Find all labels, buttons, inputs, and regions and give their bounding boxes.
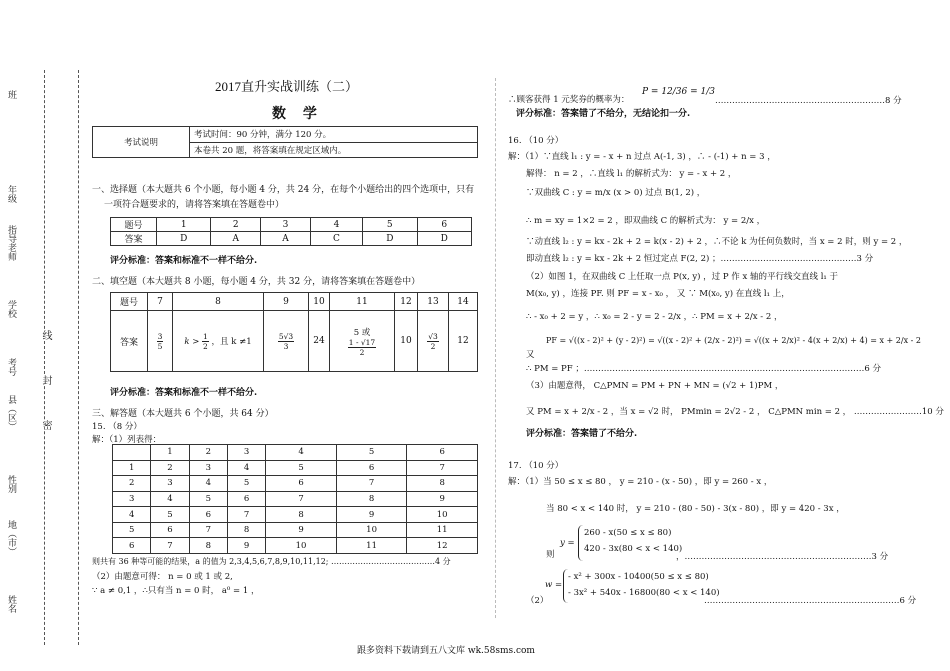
- q16-line6: 即动直线 l₂ : y = kx - 2k + 2 恒过定点 F(2, 2) ；…………………………………………3 分: [526, 254, 874, 264]
- q15-label: 15. （8 分）: [92, 422, 142, 432]
- q15-cell: 10: [336, 522, 407, 538]
- q15-cell: 9: [266, 522, 337, 538]
- sec2-num: 13: [418, 293, 449, 311]
- q17-y-score: ，…………………………………………………………3 分: [676, 552, 889, 562]
- sec2-answer-8: [173, 311, 264, 372]
- scoring-a: 评分标准：答案错了不给分，无结论扣一分.: [516, 109, 691, 119]
- exam-info-label: 考试说明: [93, 127, 190, 158]
- q15-cell: 5: [266, 460, 337, 476]
- q15-cell: 8: [227, 522, 265, 538]
- margin-school: 学校: [6, 300, 16, 318]
- q16-line13: （3）由题意得， C△PMN = PM + PN + MN = (√2 + 1)PM ，: [526, 381, 784, 391]
- sec2-num: 11: [330, 293, 395, 311]
- exam-info-line1: 考试时间：90 分钟，满分 120 分。: [190, 127, 478, 143]
- q16-line11: 又: [526, 350, 535, 360]
- frac-num: 1: [203, 331, 208, 341]
- frac-num: √3: [428, 331, 438, 341]
- q15-header-cell: 2: [189, 445, 227, 461]
- sec1-answer: D: [157, 232, 211, 246]
- binding-line-outer: [44, 70, 45, 645]
- q16-line1: 解：（1）∵直线 l₁ : y = - x + n 过点 A(-1, 3) ，∴ - (-1) + n = 3 ，: [508, 152, 776, 162]
- sec1-num: 1: [157, 218, 211, 232]
- q15-cell: 6: [113, 538, 151, 554]
- sec2-num: 10: [309, 293, 330, 311]
- q16-line10: PF = √((x - 2)² + (y - 2)²) = √((x - 2)² + (2/x - 2)²) = √((x + 2/x)² - 4(x + 2/x) + 4) = x + 2/x - 2: [546, 336, 921, 345]
- prob-score: ……………………………………………………8 分: [715, 96, 902, 106]
- frac-den: 2: [203, 341, 208, 351]
- q15-cell: 4: [113, 507, 151, 523]
- footer-note: 跟多资料下载请到五八文库 wk.58sms.com: [357, 646, 535, 656]
- sec2-num: 9: [264, 293, 309, 311]
- sec1-num: 6: [417, 218, 471, 232]
- sec1-heading-2: 一项符合题要求的，请将答案填在答题卷中）: [104, 200, 285, 210]
- sec2-num: 7: [148, 293, 173, 311]
- q15-cell: 6: [189, 507, 227, 523]
- q16-line4: ∴ m = xy = 1×2 = 2 ，即双曲线 C 的解析式为： y = 2/x ，: [526, 216, 766, 226]
- sec2-answer-14: 12: [449, 311, 478, 372]
- margin-teacher: 指导老师: [6, 225, 16, 261]
- q16-line8: M(x₀, y) ，连接 PF. 则 PF = x - x₀ ， 又 ∵ M(x₀, y) 在直线 l₁ 上，: [526, 289, 790, 299]
- q16-line12: ∴ PM = PF ；………………………………………………………………………………………6 分: [526, 364, 881, 374]
- q16-line14: 又 PM = x + 2/x - 2 ，当 x = √2 时， PMmin = 2√2 - 2 ， C△PMN min = 2 ， ……………………10 分: [526, 407, 944, 417]
- q15-header-cell: 3: [227, 445, 265, 461]
- q16-line3: ∵双曲线 C : y = m/x (x > 0) 过点 B(1, 2) ，: [526, 188, 706, 198]
- q15-part2: （2）由题意可得： n = 0 或 1 或 2,: [92, 572, 233, 582]
- sec2-num-label: 题号: [111, 293, 148, 311]
- q15-header-cell: 4: [266, 445, 337, 461]
- binding-line-inner: [78, 70, 79, 645]
- a8-head: k >: [184, 336, 200, 347]
- scoring-b: 评分标准：答案错了不给分.: [526, 429, 638, 439]
- margin-exam-no: 考号: [6, 358, 16, 376]
- sec1-num-label: 题号: [111, 218, 157, 232]
- sec1-num: 5: [363, 218, 417, 232]
- q15-cell: 9: [407, 491, 478, 507]
- exam-info-line2: 本卷共 20 题，将答案填在规定区域内。: [190, 142, 478, 158]
- sec2-answer-13: [418, 311, 449, 372]
- q15-cell: 9: [336, 507, 407, 523]
- sec2-answer-table: [110, 292, 478, 372]
- q15-cell: 7: [227, 507, 265, 523]
- sec2-heading: 二、填空题（本大题共 8 小题，每小题 4 分，共 32 分，请将答案填在答题卷中）: [92, 277, 421, 287]
- frac-num: 3: [157, 331, 163, 341]
- sec2-answer-7: [148, 311, 173, 372]
- subject-title: 数 学: [272, 106, 323, 122]
- sec1-scoring: 评分标准：答案和标准不一样不给分.: [110, 256, 258, 266]
- q17-part2: （2）: [526, 596, 549, 606]
- q15-cell: 5: [189, 491, 227, 507]
- q17-label: 17. （10 分）: [508, 461, 564, 471]
- q15-cell: 4: [227, 460, 265, 476]
- q17-y-case1: 260 - x(50 ≤ x ≤ 80): [584, 528, 672, 538]
- q15-cell: 7: [266, 491, 337, 507]
- sec2-ans-label: 答案: [111, 311, 148, 372]
- seal-char-3: 密: [40, 420, 51, 430]
- sec1-answer: A: [261, 232, 311, 246]
- q15-cell: 8: [266, 507, 337, 523]
- q15-cell: 10: [266, 538, 337, 554]
- sec2-num: 14: [449, 293, 478, 311]
- q15-cell: 5: [151, 507, 189, 523]
- q16-line5: ∵动直线 l₂ : y = kx - 2k + 2 = k(x - 2) + 2 ，∴不论 k 为任何负数时，当 x = 2 时，则 y = 2 ，: [526, 237, 908, 247]
- q15-cell: 8: [336, 491, 407, 507]
- frac-den: 2: [359, 347, 365, 357]
- q15-cell: 5: [227, 476, 265, 492]
- q15-cell: 9: [227, 538, 265, 554]
- sec3-heading: 三、解答题（本大题共 6 个小题，共 64 分）: [92, 409, 274, 419]
- a11-top: 5 或: [353, 327, 371, 338]
- q16-label: 16. （10 分）: [508, 136, 564, 146]
- q17-y-case2: 420 - 3x(80 < x < 140): [584, 544, 683, 554]
- sec1-answer: D: [417, 232, 471, 246]
- q15-cell: 3: [151, 476, 189, 492]
- sec2-answer-9: [264, 311, 309, 372]
- sec2-num: 12: [395, 293, 418, 311]
- q15-cell: 6: [227, 491, 265, 507]
- q15-part2b: ∵ a ≠ 0,1 ，∴只有当 n = 0 时， a⁰ = 1 ，: [92, 586, 260, 596]
- margin-city: 地（市）: [6, 520, 16, 556]
- q15-cell: 6: [151, 522, 189, 538]
- q15-cell: 3: [189, 460, 227, 476]
- q15-cell: 3: [113, 491, 151, 507]
- q15-cell: 10: [407, 507, 478, 523]
- sec2-scoring: 评分标准：答案和标准不一样不给分.: [110, 388, 258, 398]
- q17-y-brace: [578, 525, 583, 561]
- q15-solution: 解：（1）列表得：: [92, 435, 162, 445]
- sec1-heading: 一、选择题（本大题共 6 个小题，每小题 4 分，共 24 分，在每个小题给出的四个选项中，只有: [92, 185, 475, 195]
- a8-tail: ，且 k ≠1: [211, 336, 252, 347]
- sec1-answer: A: [211, 232, 261, 246]
- q15-cell: 6: [336, 460, 407, 476]
- q17-w-eq: w =: [545, 580, 563, 590]
- q15-cell: 7: [189, 522, 227, 538]
- q15-cell: 7: [151, 538, 189, 554]
- seal-char-1: 线: [40, 330, 51, 340]
- q15-cell: 11: [336, 538, 407, 554]
- q15-cell: 8: [189, 538, 227, 554]
- q15-cell: 11: [407, 522, 478, 538]
- q15-cell: 4: [151, 491, 189, 507]
- q17-w-case1: - x² + 300x - 10400(50 ≤ x ≤ 80): [568, 572, 709, 582]
- frac-num: 5√3: [278, 331, 294, 341]
- frac-den: 2: [430, 341, 436, 351]
- q15-header-cell: 1: [151, 445, 189, 461]
- sec2-answer-12: 10: [395, 311, 418, 372]
- margin-name: 姓名: [6, 595, 16, 613]
- sec1-answer-table: [110, 217, 472, 246]
- frac-den: 3: [283, 341, 289, 351]
- q15-cell: 12: [407, 538, 478, 554]
- sec1-num: 2: [211, 218, 261, 232]
- q15-header-cell: [113, 445, 151, 461]
- sec1-num: 3: [261, 218, 311, 232]
- q16-line2: 解得： n = 2 ，∴直线 l₁ 的解析式为： y = - x + 2 ，: [526, 169, 737, 179]
- prob-formula: P = 12/36 = 1/3: [642, 87, 716, 97]
- frac-den: 5: [157, 341, 163, 351]
- margin-grade: 年级: [6, 185, 16, 203]
- q15-cell: 2: [151, 460, 189, 476]
- q17-line2: 当 80 < x < 140 时， y = 210 - (80 - 50) - 3(x - 80) ，即 y = 420 - 3x ，: [546, 504, 845, 514]
- sec1-answer: D: [363, 232, 417, 246]
- q17-w-case2: - 3x² + 540x - 16800(80 < x < 140): [568, 588, 720, 598]
- sec1-answer: C: [310, 232, 362, 246]
- q17-y-eq: y =: [560, 538, 575, 548]
- q17-then: 则: [546, 550, 555, 560]
- exam-info-table: [92, 126, 478, 158]
- q15-cell: 2: [113, 476, 151, 492]
- margin-gender: 性别: [6, 475, 16, 493]
- column-divider: [495, 78, 496, 618]
- q15-summary: 则共有 36 种等可能的结果，a 的值为 2,3,4,5,6,7,8,9,10,11,12; …………………………………4 分: [92, 557, 451, 566]
- q15-cell: 6: [266, 476, 337, 492]
- q15-cell: 8: [407, 476, 478, 492]
- q15-cell: 7: [407, 460, 478, 476]
- frac-num: 1 - √17: [348, 337, 376, 347]
- q16-line9: ∴ - x₀ + 2 = y ，∴ x₀ = 2 - y = 2 - 2/x ，∴ PM = x + 2/x - 2 ，: [526, 312, 783, 322]
- margin-county: 县（区）: [6, 395, 16, 431]
- seal-char-2: 封: [40, 375, 51, 385]
- sec1-num: 4: [310, 218, 362, 232]
- q17-w-score: ……………………………………………………………6 分: [704, 596, 917, 606]
- q15-table: [112, 444, 478, 554]
- q16-line7: （2）如图 1，在双曲线 C 上任取一点 P(x, y) ，过 P 作 x 轴的平行线交直线 l₁ 于: [526, 272, 839, 282]
- q15-header-cell: 6: [407, 445, 478, 461]
- page-title: 2017直升实战训练（二）: [215, 79, 359, 94]
- q15-cell: 5: [113, 522, 151, 538]
- q17-line1: 解：（1）当 50 ≤ x ≤ 80 ， y = 210 - (x - 50) ，即 y = 260 - x ，: [508, 477, 773, 487]
- margin-class: 班: [6, 90, 16, 99]
- q15-cell: 4: [189, 476, 227, 492]
- q15-cell: 1: [113, 460, 151, 476]
- q15-header-cell: 5: [336, 445, 407, 461]
- sec2-num: 8: [173, 293, 264, 311]
- prob-line: ∴顾客获得 1 元奖券的概率为：: [508, 95, 630, 105]
- q15-cell: 7: [336, 476, 407, 492]
- sec1-ans-label: 答案: [111, 232, 157, 246]
- sec2-answer-11: [330, 311, 395, 372]
- sec2-answer-10: 24: [309, 311, 330, 372]
